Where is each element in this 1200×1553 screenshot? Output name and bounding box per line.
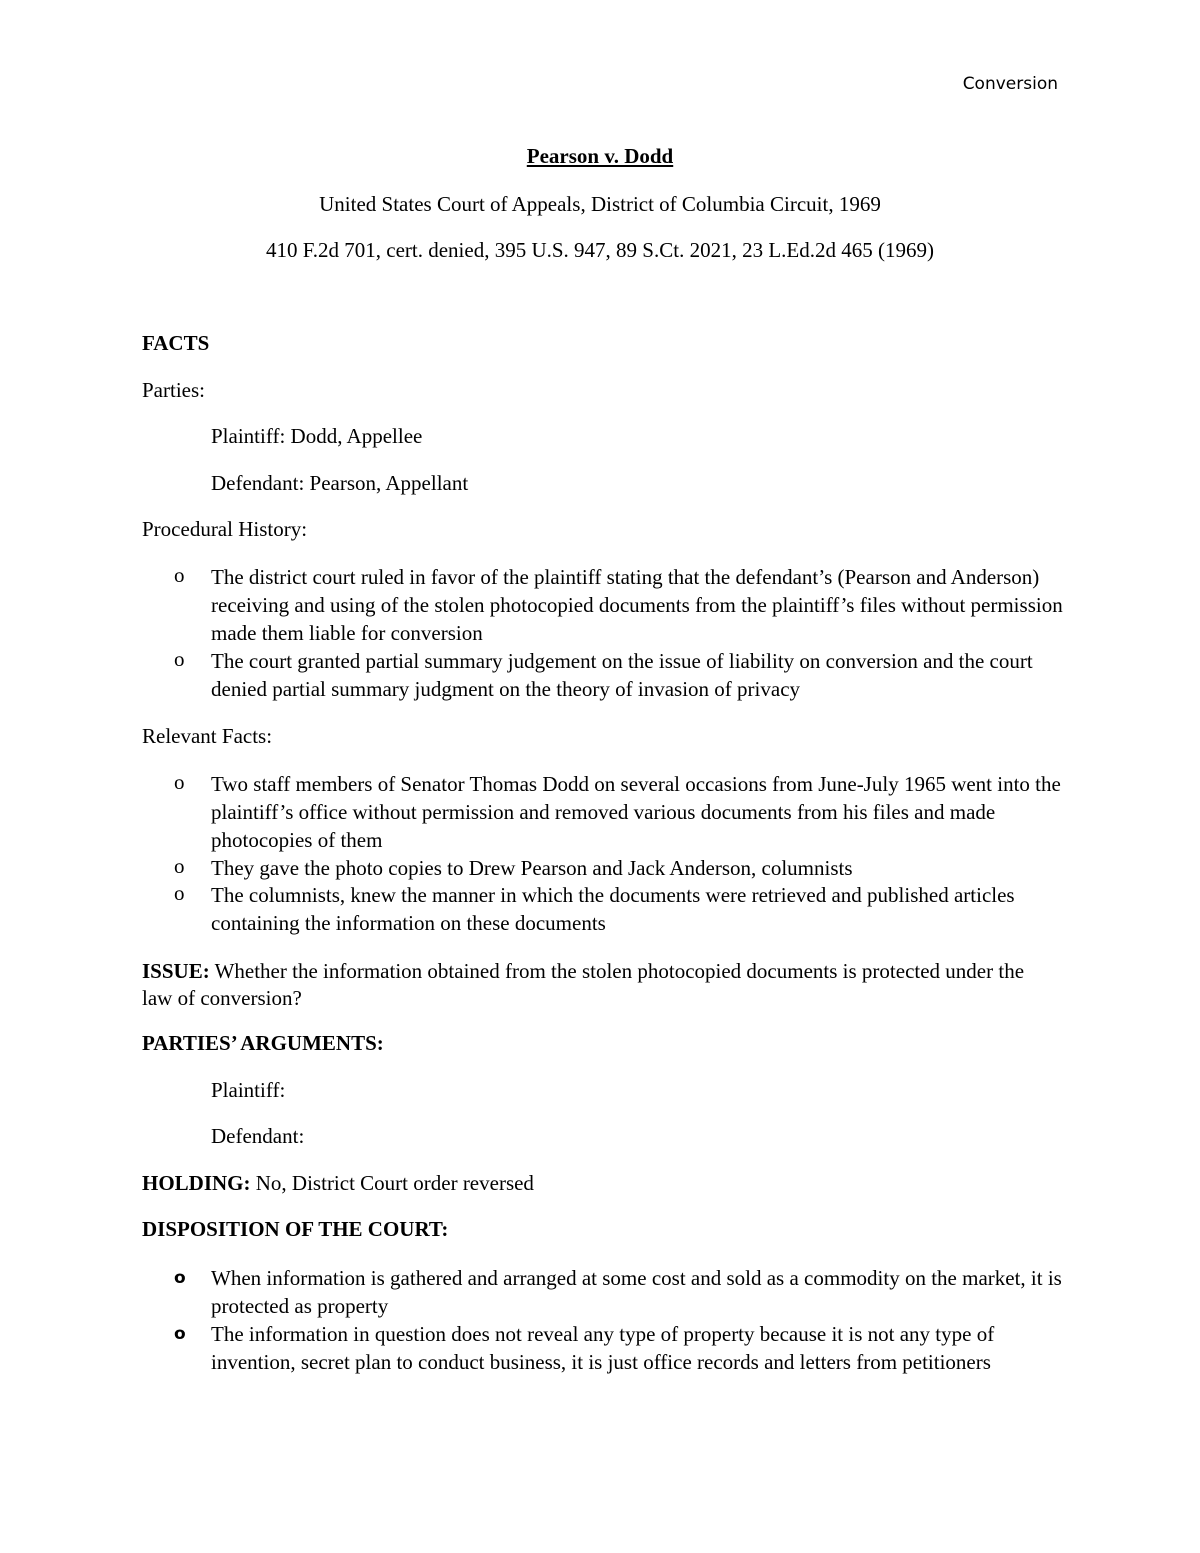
bullet-icon: o — [174, 854, 185, 878]
list-item-text: The information in question does not reveal any type of property because it is not any type of invention, secret plan to conduct business, it is just office records and letters from petitioners — [211, 1322, 995, 1374]
procedural-history-label: Procedural History: — [142, 517, 308, 541]
arguments-defendant: Defendant: — [211, 1124, 305, 1148]
arguments-plaintiff: Plaintiff: — [211, 1078, 286, 1102]
bullet-icon: o — [174, 1324, 186, 1344]
plaintiff-party: Plaintiff: Dodd, Appellee — [211, 424, 423, 448]
holding-label: HOLDING: — [142, 1171, 251, 1195]
holding-text: No, District Court order reversed — [255, 1171, 534, 1195]
list-item-text: The court granted partial summary judgement on the issue of liability on conversion and the court denied partial summary judgment on the theory of invasion of privacy — [211, 649, 1033, 701]
defendant-party: Defendant: Pearson, Appellant — [211, 471, 469, 495]
bullet-icon: o — [174, 647, 185, 671]
facts-heading: FACTS — [142, 331, 210, 355]
bullet-icon: o — [174, 770, 185, 794]
list-item-text: They gave the photo copies to Drew Pearson and Jack Anderson, columnists — [211, 856, 853, 880]
issue-paragraph — [142, 958, 1047, 1012]
arguments-heading: PARTIES’ ARGUMENTS: — [142, 1031, 384, 1055]
bullet-icon: o — [174, 1268, 186, 1288]
parties-label: Parties: — [142, 378, 205, 402]
list-item-text: Two staff members of Senator Thomas Dodd on several occasions from June-July 1965 went into the plaintiff’s office without permission and removed various documents from his files and made photocopies of them — [211, 772, 1061, 852]
issue-text: Whether the information obtained from the stolen photocopied documents is protected under the law of conversion? — [142, 959, 1025, 1010]
issue-label: ISSUE: — [142, 959, 210, 983]
citation-line: 410 F.2d 701, cert. denied, 395 U.S. 947, 89 S.Ct. 2021, 23 L.Ed.2d 465 (1969) — [266, 238, 934, 262]
case-title: Pearson v. Dodd — [526, 144, 674, 168]
bullet-icon: o — [174, 563, 185, 587]
running-header: Conversion — [962, 74, 1058, 94]
list-item-text: The columnists, knew the manner in which the documents were retrieved and published articles containing the information on these documents — [211, 883, 1015, 935]
court-line: United States Court of Appeals, District of Columbia Circuit, 1969 — [319, 192, 881, 216]
disposition-heading: DISPOSITION OF THE COURT: — [142, 1217, 449, 1241]
bullet-icon: o — [174, 881, 185, 905]
list-item-text: The district court ruled in favor of the plaintiff stating that the defendant’s (Pearson and Anderson) receiving and using of the stolen photocopied documents from the plaintiff’s files without permission made them liable for conversion — [211, 565, 1063, 645]
relevant-facts-label: Relevant Facts: — [142, 724, 273, 748]
holding-paragraph — [142, 1171, 534, 1196]
list-item-text: When information is gathered and arranged at some cost and sold as a commodity on the market, it is protected as property — [211, 1266, 1062, 1318]
